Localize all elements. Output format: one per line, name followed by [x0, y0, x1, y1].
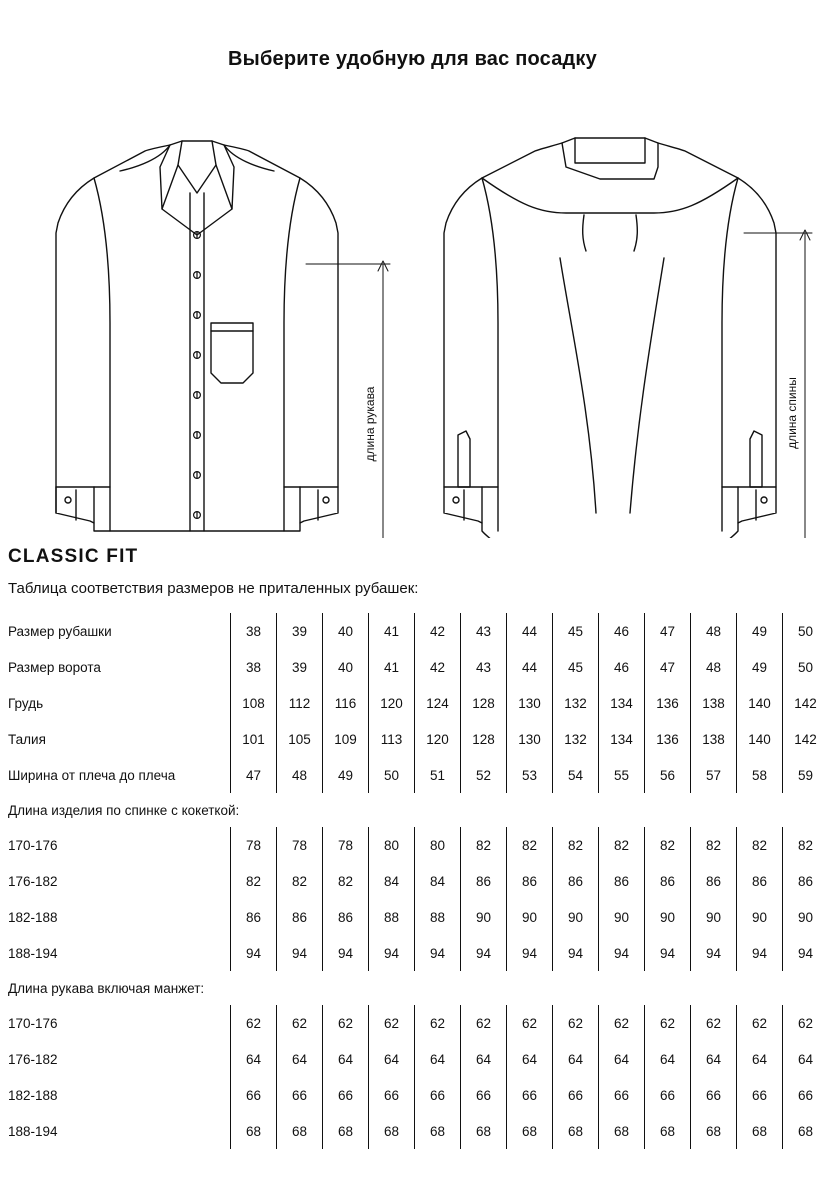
- table-cell: 66: [691, 1077, 737, 1113]
- table-row: [8, 827, 825, 863]
- table-cell: 113: [369, 721, 415, 757]
- table-cell: 40: [323, 649, 369, 685]
- table-cell: 68: [783, 1113, 825, 1149]
- table-row: [8, 613, 825, 649]
- table-cell: 47: [645, 613, 691, 649]
- shirt-diagrams: [0, 83, 825, 538]
- table-cell: 62: [461, 1005, 507, 1041]
- table-cell: 48: [277, 757, 323, 793]
- table-cell: 68: [599, 1113, 645, 1149]
- table-cell: 94: [323, 935, 369, 971]
- table-cell: 45: [553, 649, 599, 685]
- table-cell: 51: [415, 757, 461, 793]
- table-cell: 38: [231, 613, 277, 649]
- row-label: 182-188: [8, 1087, 58, 1103]
- back-shirt-illustration: [444, 138, 776, 538]
- table-row: [8, 1077, 825, 1113]
- row-label: 170-176: [8, 837, 58, 853]
- page-title: Выберите удобную для вас посадку: [228, 48, 597, 70]
- table-cell: 82: [783, 827, 825, 863]
- table-cell: 64: [231, 1041, 277, 1077]
- table-section-heading: [8, 793, 825, 827]
- table-cell: 46: [599, 613, 645, 649]
- row-label: 170-176: [8, 1015, 58, 1031]
- table-cell: 82: [277, 863, 323, 899]
- table-cell: 120: [369, 685, 415, 721]
- table-cell: 66: [369, 1077, 415, 1113]
- table-cell: 68: [231, 1113, 277, 1149]
- table-cell: 78: [277, 827, 323, 863]
- table-cell: 94: [369, 935, 415, 971]
- table-row: [8, 863, 825, 899]
- table-cell: 90: [645, 899, 691, 935]
- table-cell: 43: [461, 649, 507, 685]
- table-cell: 82: [553, 827, 599, 863]
- table-cell: 62: [415, 1005, 461, 1041]
- table-cell: 86: [507, 863, 553, 899]
- table-cell: 90: [553, 899, 599, 935]
- row-label: 188-194: [8, 1123, 58, 1139]
- table-cell: 49: [737, 613, 783, 649]
- row-label: 176-182: [8, 873, 58, 889]
- table-cell: 86: [599, 863, 645, 899]
- table-cell: 90: [599, 899, 645, 935]
- table-cell: 68: [737, 1113, 783, 1149]
- table-cell: 52: [461, 757, 507, 793]
- table-cell: 64: [507, 1041, 553, 1077]
- table-cell: 142: [783, 721, 825, 757]
- table-cell: 66: [231, 1077, 277, 1113]
- table-cell: 86: [691, 863, 737, 899]
- table-cell: 109: [323, 721, 369, 757]
- section-label: Длина изделия по спинке с кокеткой:: [8, 802, 240, 818]
- table-cell: 136: [645, 685, 691, 721]
- table-cell: 82: [645, 827, 691, 863]
- row-label: 182-188: [8, 909, 58, 925]
- row-label: 188-194: [8, 945, 58, 961]
- table-cell: 64: [599, 1041, 645, 1077]
- table-cell: 94: [231, 935, 277, 971]
- table-cell: 43: [461, 613, 507, 649]
- table-cell: 64: [737, 1041, 783, 1077]
- table-cell: 140: [737, 721, 783, 757]
- table-cell: 56: [645, 757, 691, 793]
- table-row: [8, 1041, 825, 1077]
- table-cell: 94: [737, 935, 783, 971]
- table-cell: 132: [553, 685, 599, 721]
- table-cell: 82: [231, 863, 277, 899]
- table-cell: 120: [415, 721, 461, 757]
- table-cell: 94: [599, 935, 645, 971]
- table-cell: 46: [599, 649, 645, 685]
- table-row: [8, 685, 825, 721]
- table-cell: 47: [645, 649, 691, 685]
- table-cell: 47: [231, 757, 277, 793]
- table-cell: 82: [323, 863, 369, 899]
- table-cell: 78: [323, 827, 369, 863]
- table-cell: 88: [415, 899, 461, 935]
- table-cell: 66: [415, 1077, 461, 1113]
- table-cell: 64: [783, 1041, 825, 1077]
- table-cell: 86: [737, 863, 783, 899]
- table-cell: 40: [323, 613, 369, 649]
- table-cell: 44: [507, 613, 553, 649]
- table-cell: 78: [231, 827, 277, 863]
- table-cell: 38: [231, 649, 277, 685]
- table-cell: 41: [369, 613, 415, 649]
- table-cell: 66: [323, 1077, 369, 1113]
- table-cell: 48: [691, 613, 737, 649]
- table-cell: 66: [507, 1077, 553, 1113]
- table-cell: 138: [691, 721, 737, 757]
- table-cell: 64: [323, 1041, 369, 1077]
- table-cell: 94: [415, 935, 461, 971]
- table-cell: 66: [277, 1077, 323, 1113]
- table-cell: 134: [599, 721, 645, 757]
- row-label: Грудь: [8, 695, 44, 711]
- row-label: 176-182: [8, 1051, 58, 1067]
- table-cell: 68: [323, 1113, 369, 1149]
- table-cell: 124: [415, 685, 461, 721]
- table-cell: 64: [691, 1041, 737, 1077]
- table-cell: 86: [553, 863, 599, 899]
- table-cell: 62: [783, 1005, 825, 1041]
- table-cell: 94: [461, 935, 507, 971]
- table-cell: 68: [369, 1113, 415, 1149]
- fit-heading: CLASSIC FIT: [8, 546, 139, 567]
- table-cell: 94: [507, 935, 553, 971]
- table-cell: 42: [415, 613, 461, 649]
- table-cell: 128: [461, 685, 507, 721]
- table-cell: 68: [553, 1113, 599, 1149]
- table-cell: 90: [461, 899, 507, 935]
- table-cell: 62: [737, 1005, 783, 1041]
- table-row: [8, 1113, 825, 1149]
- table-cell: 80: [369, 827, 415, 863]
- table-cell: 66: [783, 1077, 825, 1113]
- table-cell: 49: [737, 649, 783, 685]
- table-cell: 130: [507, 685, 553, 721]
- table-cell: 62: [369, 1005, 415, 1041]
- table-cell: 105: [277, 721, 323, 757]
- table-cell: 62: [691, 1005, 737, 1041]
- row-label: Ширина от плеча до плеча: [8, 767, 176, 783]
- table-cell: 86: [783, 863, 825, 899]
- table-cell: 64: [553, 1041, 599, 1077]
- table-cell: 84: [415, 863, 461, 899]
- table-cell: 66: [461, 1077, 507, 1113]
- table-cell: 64: [369, 1041, 415, 1077]
- table-cell: 112: [277, 685, 323, 721]
- table-cell: 50: [369, 757, 415, 793]
- table-cell: 64: [645, 1041, 691, 1077]
- table-cell: 48: [691, 649, 737, 685]
- table-cell: 140: [737, 685, 783, 721]
- table-cell: 45: [553, 613, 599, 649]
- table-cell: 66: [737, 1077, 783, 1113]
- table-row: [8, 649, 825, 685]
- table-cell: 55: [599, 757, 645, 793]
- table-section-heading: [8, 971, 825, 1005]
- table-cell: 130: [507, 721, 553, 757]
- table-cell: 86: [231, 899, 277, 935]
- table-cell: 58: [737, 757, 783, 793]
- table-cell: 136: [645, 721, 691, 757]
- table-cell: 132: [553, 721, 599, 757]
- table-cell: 57: [691, 757, 737, 793]
- table-cell: 142: [783, 685, 825, 721]
- table-cell: 68: [415, 1113, 461, 1149]
- table-cell: 134: [599, 685, 645, 721]
- table-cell: 39: [277, 613, 323, 649]
- table-row: [8, 899, 825, 935]
- row-label: Талия: [8, 731, 46, 747]
- table-cell: 94: [645, 935, 691, 971]
- table-cell: 138: [691, 685, 737, 721]
- table-cell: 49: [323, 757, 369, 793]
- sleeve-length-label: длина рукава: [363, 386, 377, 462]
- table-cell: 94: [553, 935, 599, 971]
- table-cell: 108: [231, 685, 277, 721]
- table-cell: 116: [323, 685, 369, 721]
- table-cell: 59: [783, 757, 825, 793]
- table-cell: 86: [461, 863, 507, 899]
- table-cell: 101: [231, 721, 277, 757]
- row-label: Размер рубашки: [8, 623, 112, 639]
- table-row: [8, 757, 825, 793]
- front-shirt-illustration: [56, 141, 338, 531]
- table-cell: 68: [691, 1113, 737, 1149]
- table-cell: 88: [369, 899, 415, 935]
- table-cell: 86: [277, 899, 323, 935]
- table-cell: 82: [599, 827, 645, 863]
- table-cell: 80: [415, 827, 461, 863]
- table-cell: 50: [783, 649, 825, 685]
- table-cell: 90: [737, 899, 783, 935]
- table-cell: 50: [783, 613, 825, 649]
- table-cell: 53: [507, 757, 553, 793]
- table-cell: 82: [461, 827, 507, 863]
- table-cell: 66: [645, 1077, 691, 1113]
- table-cell: 86: [323, 899, 369, 935]
- table-cell: 84: [369, 863, 415, 899]
- table-row: [8, 721, 825, 757]
- table-cell: 86: [645, 863, 691, 899]
- table-row: [8, 1005, 825, 1041]
- table-cell: 68: [277, 1113, 323, 1149]
- table-row: [8, 935, 825, 971]
- table-cell: 94: [277, 935, 323, 971]
- table-cell: 64: [277, 1041, 323, 1077]
- table-cell: 64: [461, 1041, 507, 1077]
- table-cell: 62: [645, 1005, 691, 1041]
- table-cell: 68: [507, 1113, 553, 1149]
- table-cell: 62: [231, 1005, 277, 1041]
- table-cell: 94: [783, 935, 825, 971]
- table-cell: 90: [507, 899, 553, 935]
- table-cell: 44: [507, 649, 553, 685]
- table-cell: 66: [599, 1077, 645, 1113]
- table-cell: 68: [461, 1113, 507, 1149]
- section-label: Длина рукава включая манжет:: [8, 980, 205, 996]
- table-cell: 66: [553, 1077, 599, 1113]
- table-cell: 68: [645, 1113, 691, 1149]
- table-cell: 54: [553, 757, 599, 793]
- table-cell: 42: [415, 649, 461, 685]
- table-cell: 62: [323, 1005, 369, 1041]
- table-cell: 90: [691, 899, 737, 935]
- table-cell: 94: [691, 935, 737, 971]
- table-cell: 62: [599, 1005, 645, 1041]
- table-cell: 82: [691, 827, 737, 863]
- fit-subtitle: Таблица соответствия размеров не приталенных рубашек:: [8, 580, 419, 597]
- table-cell: 82: [507, 827, 553, 863]
- size-table: [8, 613, 825, 1149]
- table-cell: 90: [783, 899, 825, 935]
- table-cell: 41: [369, 649, 415, 685]
- table-cell: 62: [553, 1005, 599, 1041]
- table-cell: 128: [461, 721, 507, 757]
- row-label: Размер ворота: [8, 659, 101, 675]
- back-length-label: длина спины: [785, 377, 799, 449]
- table-cell: 39: [277, 649, 323, 685]
- table-cell: 62: [507, 1005, 553, 1041]
- table-cell: 64: [415, 1041, 461, 1077]
- table-cell: 62: [277, 1005, 323, 1041]
- table-cell: 82: [737, 827, 783, 863]
